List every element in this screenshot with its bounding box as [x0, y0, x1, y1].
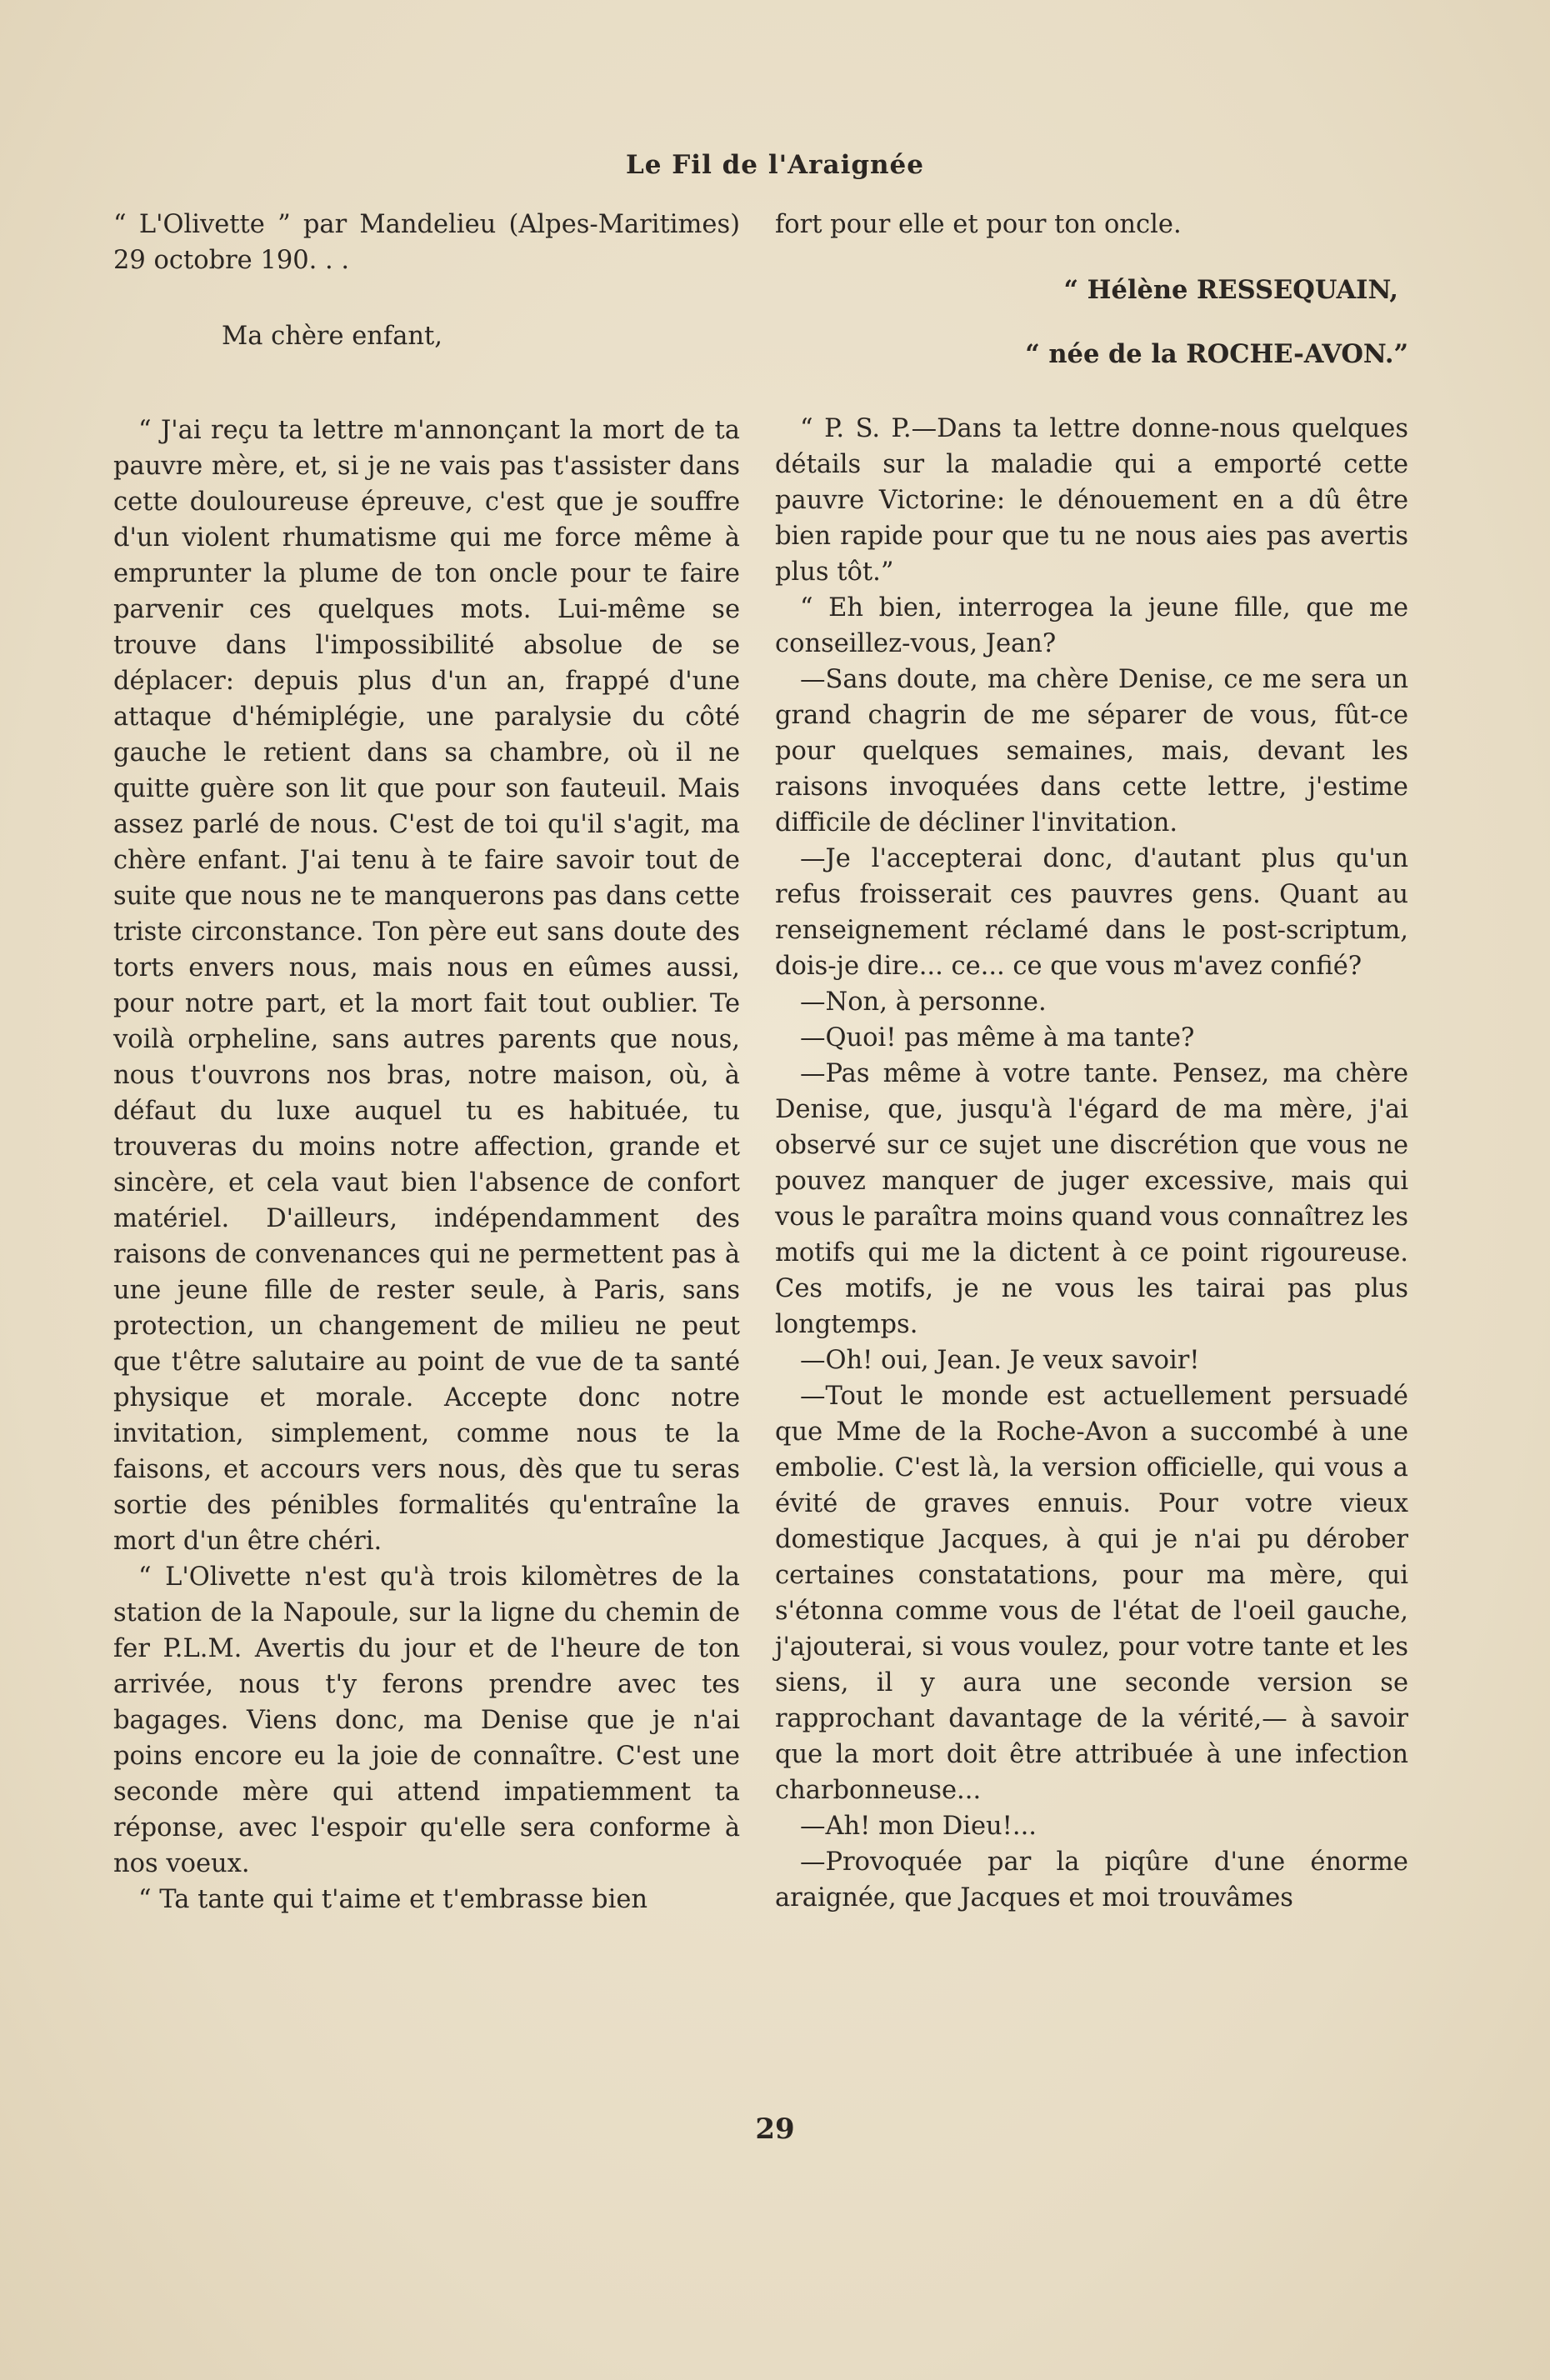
letter-salutation: Ma chère enfant,	[222, 322, 442, 351]
paragraph: “ J'ai reçu ta lettre m'annonçant la mort de ta pauvre mère, et, si je ne vais pas t'assister dans cette douloureuse épreuve, c'est que je souffre d'un violent rhumatisme qui me force même à emprunter la plume de ton oncle pour te faire parvenir ces quelques mots. Lui-même se trouve dans l'impossibilité absolue de se déplacer: depuis plus d'un an, frappé d'une attaque d'hémiplégie, une paralysie du côté gauche le retient dans sa chambre, où il ne quitte guère son lit que pour son fauteuil. Mais assez parlé de nous. C'est de toi qu'il s'agit, ma chère enfant. J'ai tenu à te faire savoir tout de suite que nous ne te manquerons pas dans cette triste circonstance. Ton père eut sans doute des torts envers nous, mais nous en eûmes aussi, pour notre part, et la mort fait tout oublier. Te voilà orpheline, sans autres parents que nous, nous t'ouvrons nos bras, notre maison, où, à défaut du luxe auquel tu es habituée, tu trouveras du moins notre affection, grande et sincère, et cela vaut bien l'absence de confort matériel. D'ailleurs, indépendamment des raisons de convenances qui ne permettent pas à une jeune fille de rester seule, à Paris, sans protection, un changement de milieu ne peut que t'être salutaire au point de vue de ta santé physique et morale. Accepte donc notre invitation, simplement, comme nous te la faisons, et accours vers nous, dès que tu seras sortie des pénibles formalités qu'entraîne la mort d'un être chéri.	[113, 416, 740, 1556]
paragraph: —Oh! oui, Jean. Je veux savoir!	[800, 1346, 1200, 1375]
letter-signature-birth: “ née de la ROCHE-AVON.”	[1025, 339, 1408, 369]
paragraph: —Sans doute, ma chère Denise, ce me sera un grand chagrin de me séparer de vous, fût-ce pour quelques semaines, mais, devant les raisons invoquées dans cette lettre, j'estime difficile de décliner l'invitation.	[775, 665, 1408, 838]
paragraph: —Quoi! pas même à ma tante?	[800, 1023, 1195, 1052]
letter-signature-name: “ Hélène RESSEQUAIN,	[1063, 275, 1398, 305]
paragraph: —Pas même à votre tante. Pensez, ma chère Denise, que, jusqu'à l'égard de ma mère, j'ai observé sur ce sujet une discrétion que vous ne pouvez manquer de juger excessive, mais qui vous le paraîtra moins quand vous connaîtrez les motifs qui me la dictent à ce point rigoureuse. Ces motifs, je ne vous les tairai pas plus longtemps.	[775, 1059, 1408, 1339]
running-title: Le Fil de l'Araignée	[625, 150, 925, 180]
paragraph: —Provoquée par la piqûre d'une énorme araignée, que Jacques et moi trouvâmes	[775, 1848, 1408, 1912]
paragraph: —Tout le monde est actuellement persuadé que Mme de la Roche-Avon a succombé à une embolie. C'est là, la version officielle, qui vous a évité de graves ennuis. Pour votre vieux domestique Jacques, à qui je n'ai pu dérober certaines constatations, pour ma mère, qui s'étonna comme vous de l'état de l'oeil gauche, j'ajouterai, si vous voulez, pour votre tante et les siens, il y aura une seconde version se rapprochant davantage de la vérité,— à savoir que la mort doit être attribuée à une infection charbonneuse...	[775, 1382, 1408, 1805]
left-column	[113, 207, 740, 1918]
paragraph: “ P. S. P.—Dans ta lettre donne-nous quelques détails sur la maladie qui a emporté cette pauvre Victorine: le dénouement en a dû être bien rapide pour que tu ne nous aies pas avertis plus tôt.”	[775, 414, 1408, 587]
paragraph: —Ah! mon Dieu!...	[800, 1812, 1037, 1841]
page-number: 29	[755, 2112, 795, 2146]
paragraph: “ L'Olivette n'est qu'à trois kilomètres de la station de la Napoule, sur la ligne du chemin de fer P.L.M. Avertis du jour et de l'heure de ton arrivée, nous t'y ferons prendre avec tes bagages. Viens donc, ma Denise que je n'ai poins encore eu la joie de connaître. C'est une seconde mère qui attend impatiemment ta réponse, avec l'espoir qu'elle sera conforme à nos voeux.	[113, 1562, 740, 1878]
letter-dateline: “ L'Olivette ” par Mandelieu (Alpes-Maritimes) 29 octobre 190. . .	[113, 210, 740, 275]
right-column	[775, 207, 1408, 1916]
letter-continuation: fort pour elle et pour ton oncle.	[775, 210, 1182, 239]
paragraph: “ Eh bien, interrogea la jeune fille, que me conseillez-vous, Jean?	[775, 593, 1408, 658]
paragraph: —Non, à personne.	[800, 988, 1047, 1017]
paragraph: —Je l'accepterai donc, d'autant plus qu'un refus froisserait ces pauvres gens. Quant au renseignement réclamé dans le post-scriptum, dois-je dire... ce... ce que vous m'avez confié?	[775, 844, 1408, 981]
paragraph: “ Ta tante qui t'aime et t'embrasse bien	[138, 1885, 648, 1914]
